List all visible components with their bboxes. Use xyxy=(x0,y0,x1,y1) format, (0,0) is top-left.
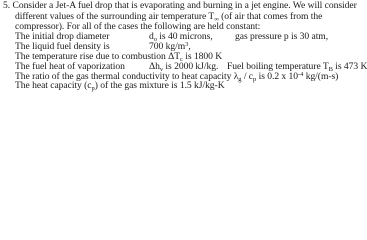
heat-capacity-line: The heat capacity $(c_p)$ of the gas mixture is 1.5 kJ/kg-K xyxy=(15,80,225,92)
heat-vap-label: The fuel heat of vaporization xyxy=(15,61,125,72)
density-label: The liquid fuel density is xyxy=(15,41,110,52)
problem-text xyxy=(0,0,367,92)
pressure-value: gas pressure p is 30 atm, xyxy=(235,31,329,42)
problem-line-2: different values of the surrounding air temperature $T_\infty$ (of air that comes from the xyxy=(15,11,323,23)
diameter-label: The initial drop diameter xyxy=(15,31,110,42)
boiling-temp-value: Fuel boiling temperature $T_B$ is 473 K xyxy=(227,61,367,73)
heat-vap-value: $\Delta h_v$ is 2000 kJ/kg. xyxy=(149,61,219,73)
problem-line-1: 5. Consider a Jet-A fuel drop that is evaporating and burning in a jet engine. We will consider xyxy=(3,0,357,11)
ratio-line: The ratio of the gas thermal conductivity to heat capacity $\lambda_g / c_p$ is 0.2 x $10^{-4}$ kg/(m-s) xyxy=(15,71,339,83)
density-value: 700 $kg/m^3$, xyxy=(149,41,191,52)
temp-rise-line: The temperature rise due to combustion $\Delta T_c$ is 1800 K xyxy=(15,51,223,63)
problem-number: 5. xyxy=(3,0,11,11)
problem-line-3: compressor). For all of the cases the following are held constant: xyxy=(15,21,261,32)
diameter-value: $d_o$ is 40 microns, xyxy=(149,31,213,43)
